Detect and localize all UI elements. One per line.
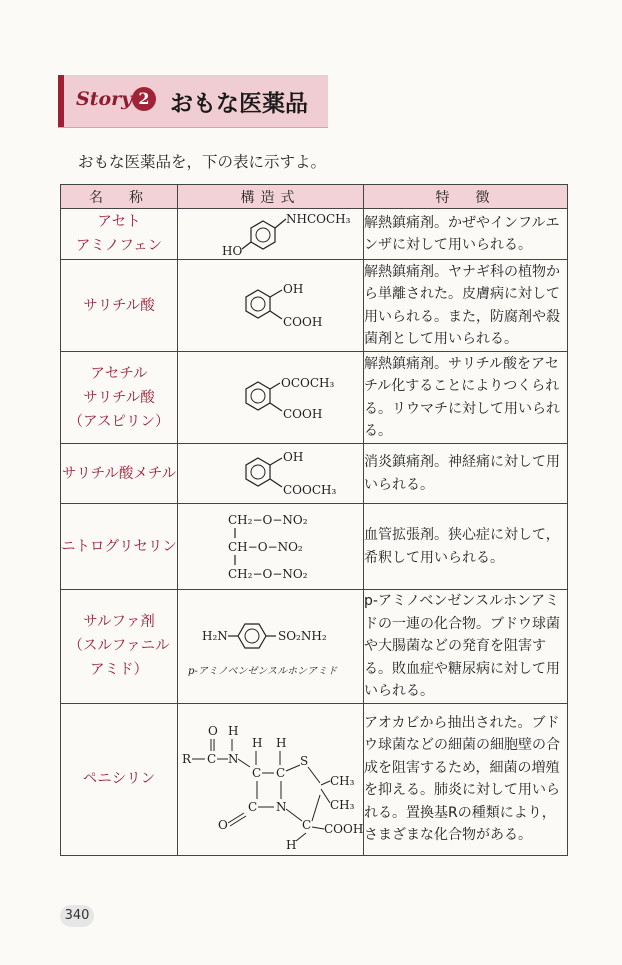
column-header-name: 名 称 (61, 185, 178, 209)
structure-label: CH₂−O−NO₂ (228, 566, 308, 581)
structure-label: COOCH₃ (283, 482, 337, 497)
drug-features: 解熱鎮痛剤。ヤナギ科の植物から単離された。皮膚病に対して用いられる。また，防腐剤や殺菌剤として用いられる。 (364, 260, 568, 352)
title-underline (58, 127, 328, 128)
drug-features: 解熱鎮痛剤。かぜやインフルエンザに対して用いられる。 (364, 209, 568, 260)
structure-label: H (276, 736, 287, 750)
structure-label: OH (283, 449, 304, 464)
structure-label: CH₃ (330, 798, 355, 812)
structure-label: C (302, 818, 312, 832)
table-row (61, 352, 568, 444)
drug-name: サリチル酸メチル (61, 444, 178, 504)
penicillin-structure (178, 705, 364, 853)
table-row (61, 260, 568, 352)
story-label: Story (76, 88, 133, 110)
table-row (61, 703, 568, 855)
structure-label: S (300, 754, 309, 768)
structure-cell (178, 590, 364, 704)
structure-label: O (208, 724, 218, 738)
structure-cell (178, 260, 364, 352)
structure-label: OH (283, 281, 304, 296)
page-number: 340 (60, 905, 94, 927)
structure-label: C (276, 766, 286, 780)
structure-label: C (248, 800, 258, 814)
drug-table (60, 184, 568, 856)
acetaminophen-structure (178, 209, 364, 259)
nitroglycerin-structure (178, 506, 364, 588)
story-number-badge: 2 (132, 87, 156, 111)
page-title: おもな医薬品 (170, 90, 308, 117)
structure-label: CH−O−NO₂ (228, 539, 303, 554)
structure-label: SO₂NH₂ (278, 629, 327, 644)
structure-label: H (252, 736, 263, 750)
structure-label: O (218, 818, 228, 832)
drug-features: p-アミノベンゼンスルホンアミドの一連の化合物。ブドウ球菌や大腸菌などの発育を阻害する。敗血症や糖尿病に対して用いられる。 (364, 590, 568, 704)
structure-cell (178, 504, 364, 590)
drug-features: アオカビから抽出された。ブドウ球菌などの細菌の細胞壁の合成を阻害するため，細菌の増殖を抑える。肺炎に対して用いられる。置換基Rの種類により，さまざまな化合物がある。 (364, 703, 568, 855)
column-header-structure: 構造式 (178, 185, 364, 209)
drug-name: アセチル サリチル酸 （アスピリン） (61, 352, 178, 444)
salicylic-acid-structure (178, 276, 364, 336)
drug-name: サルファ剤 （スルファニル アミド） (61, 590, 178, 704)
drug-features: 解熱鎮痛剤。サリチル酸をアセチル化することによりつくられる。リウマチに対して用いられる。 (364, 352, 568, 444)
structure-label: N (228, 752, 239, 766)
structure-label: C (252, 766, 262, 780)
drug-name: サリチル酸 (61, 260, 178, 352)
table-row (61, 444, 568, 504)
structure-label: N (276, 800, 287, 814)
structure-cell (178, 209, 364, 260)
structure-label: COOH (283, 406, 323, 421)
structure-label: OCOCH₃ (281, 375, 335, 390)
structure-label: COOH (283, 314, 323, 329)
drug-features: 消炎鎮痛剤。神経痛に対して用いられる。 (364, 444, 568, 504)
intro-text: おもな医薬品を，下の表に示すよ。 (78, 153, 327, 171)
structure-cell (178, 352, 364, 444)
structure-label: CH₂−O−NO₂ (228, 512, 308, 527)
structure-label: COOH (324, 822, 364, 836)
structure-label: R (182, 752, 192, 766)
structure-label: H (286, 838, 297, 852)
structure-cell (178, 703, 364, 855)
drug-name: ペニシリン (61, 703, 178, 855)
drug-name: アセト アミノフェン (61, 209, 178, 260)
structure-label: NHCOCH₃ (286, 212, 351, 226)
column-header-features: 特 徴 (364, 185, 568, 209)
table-header-row (61, 185, 568, 209)
structure-label: H (228, 724, 239, 738)
structure-caption: p-アミノベンゼンスルホンアミド (188, 666, 338, 678)
table-row (61, 209, 568, 260)
methyl-salicylate-structure (178, 446, 364, 502)
drug-features: 血管拡張剤。狭心症に対して，希釈して用いられる。 (364, 504, 568, 590)
structure-label: HO (222, 244, 243, 258)
structure-label: H₂N (202, 629, 228, 644)
sulfanilamide-structure (178, 606, 364, 686)
title-accent-edge (58, 75, 64, 127)
structure-label: CH₃ (330, 774, 355, 788)
structure-cell (178, 444, 364, 504)
story-title-bar (58, 75, 328, 127)
drug-name: ニトログリセリン (61, 504, 178, 590)
aspirin-structure (178, 368, 364, 428)
table-row (61, 590, 568, 704)
table-row (61, 504, 568, 590)
structure-label: C (207, 752, 217, 766)
